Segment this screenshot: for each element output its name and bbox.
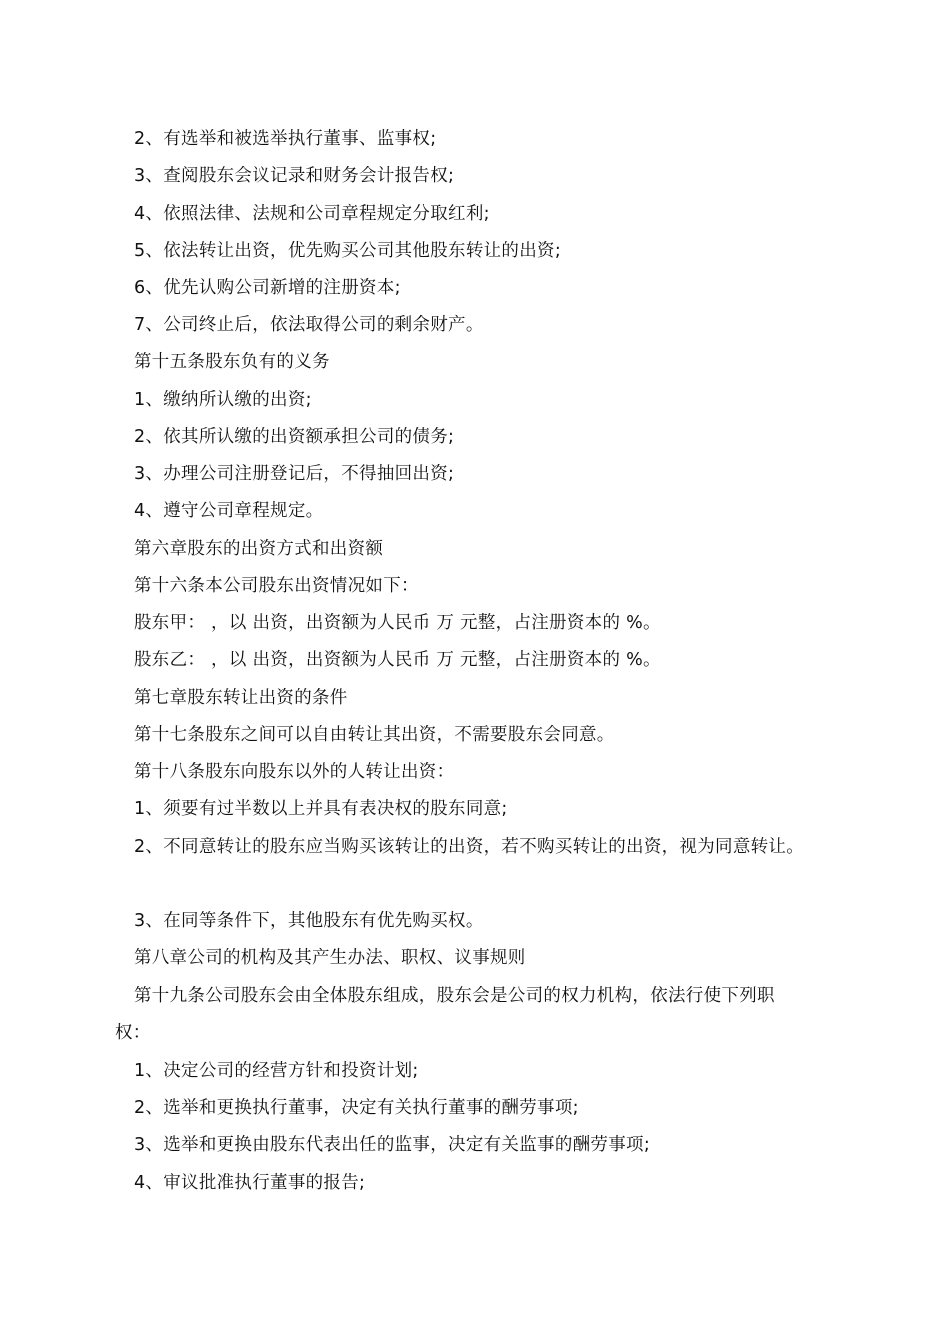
text-line: 权： xyxy=(115,1023,151,1043)
text-line: 7、公司终止后，依法取得公司的剩余财产。 xyxy=(134,315,484,335)
text-line: 1、须要有过半数以上并具有表决权的股东同意; xyxy=(134,799,508,819)
text-line: 1、决定公司的经营方针和投资计划; xyxy=(134,1061,419,1081)
text-line: 3、选举和更换由股东代表出任的监事，决定有关监事的酬劳事项; xyxy=(134,1135,651,1155)
article-heading: 第十五条股东负有的义务 xyxy=(134,352,330,372)
text-line: 2、不同意转让的股东应当购买该转让的出资，若不购买转让的出资，视为同意转让。 xyxy=(134,837,805,857)
text-line: 3、查阅股东会议记录和财务会计报告权; xyxy=(134,166,455,186)
text-line: 6、优先认购公司新增的注册资本; xyxy=(134,278,401,298)
text-line: 2、有选举和被选举执行董事、监事权; xyxy=(134,129,437,149)
text-line: 5、依法转让出资，优先购买公司其他股东转让的出资; xyxy=(134,241,562,261)
text-line: 3、在同等条件下，其他股东有优先购买权。 xyxy=(134,911,484,931)
text-line: 4、依照法律、法规和公司章程规定分取红利; xyxy=(134,204,490,224)
article-heading: 第十七条股东之间可以自由转让其出资，不需要股东会同意。 xyxy=(134,725,615,745)
text-line: 4、审议批准执行董事的报告; xyxy=(134,1173,366,1193)
text-line: 4、遵守公司章程规定。 xyxy=(134,501,324,521)
text-line: 3、办理公司注册登记后，不得抽回出资; xyxy=(134,464,455,484)
article-heading: 第十九条公司股东会由全体股东组成，股东会是公司的权力机构，依法行使下列职 xyxy=(134,986,775,1006)
article-heading: 第十六条本公司股东出资情况如下： xyxy=(134,576,419,596)
chapter-heading: 第八章公司的机构及其产生办法、职权、议事规则 xyxy=(134,948,526,968)
text-line: 股东乙： ，以 出资，出资额为人民币 万 元整，占注册资本的 %。 xyxy=(134,650,661,670)
chapter-heading: 第七章股东转让出资的条件 xyxy=(134,688,348,708)
article-heading: 第十八条股东向股东以外的人转让出资： xyxy=(134,762,455,782)
text-line: 1、缴纳所认缴的出资; xyxy=(134,390,312,410)
text-line: 股东甲： ，以 出资，出资额为人民币 万 元整，占注册资本的 %。 xyxy=(134,613,661,633)
text-line: 2、选举和更换执行董事，决定有关执行董事的酬劳事项; xyxy=(134,1098,579,1118)
text-line: 2、依其所认缴的出资额承担公司的债务; xyxy=(134,427,455,447)
chapter-heading: 第六章股东的出资方式和出资额 xyxy=(134,539,384,559)
